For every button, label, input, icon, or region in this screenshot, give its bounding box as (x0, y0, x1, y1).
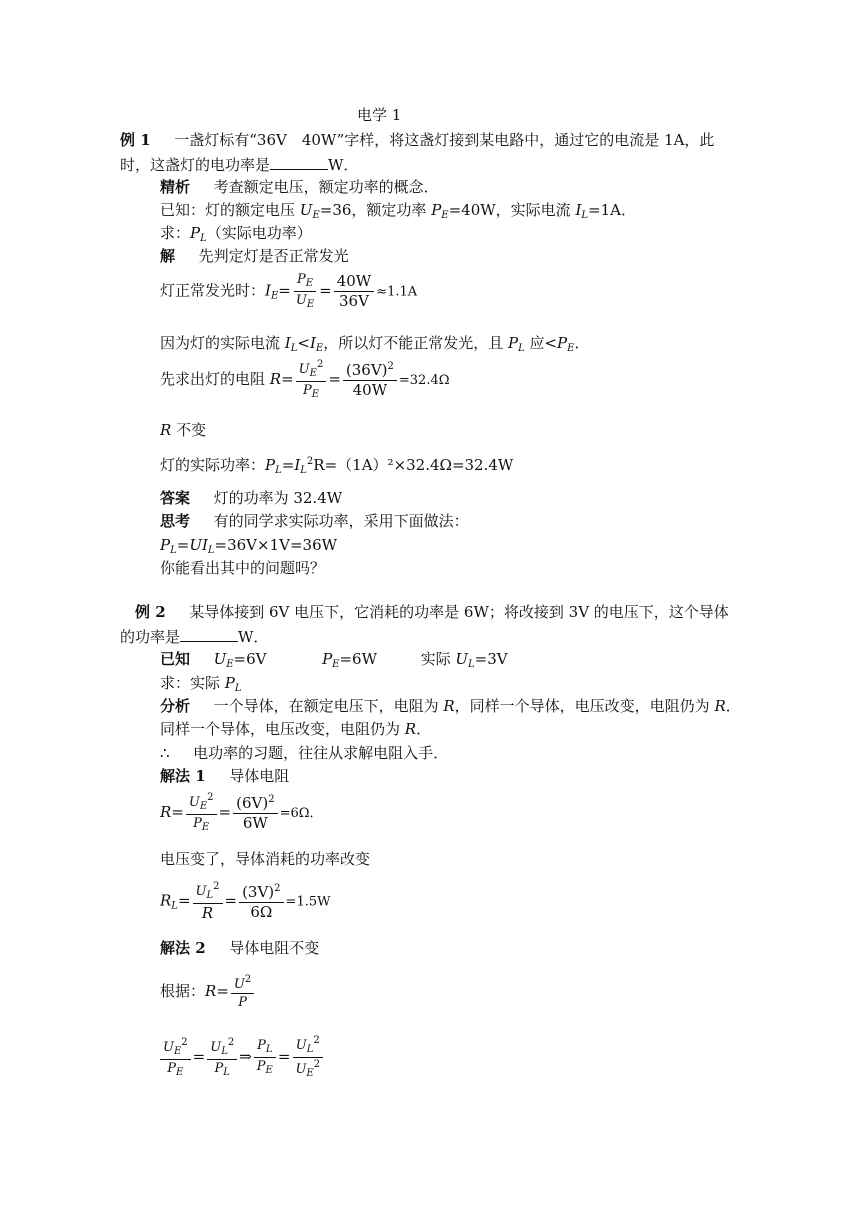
example-1-question-b2: W． (328, 156, 359, 174)
example-2-label: 例 2 (135, 603, 166, 621)
solution-2-label: 解法 2 (160, 939, 206, 957)
known-line: 已知：灯的额定电压 $U_E=36$，额定功率 $P_E=40W$，实际电流 $I_L=1A$． (160, 201, 636, 221)
resistance-2-formula: R= $\frac{U_E^2}{P_E}$ = $\frac{(6V)^2}{6W}$ =6Ω． (160, 792, 323, 833)
example-1-question-b1: 时，这盏灯的电功率是 (120, 156, 271, 174)
basis-formula: 根据：R= $\frac{U^2}{P}$ (160, 975, 256, 1009)
actual-power-line: 灯的实际功率：$P_L=I_L^2R=(1A)^2\times 32.4\Omega=32.4W$ (160, 456, 514, 476)
answer-blank (180, 628, 238, 642)
example-2-question-b1: 的功率是 (120, 628, 181, 646)
answer-line (160, 491, 342, 506)
example-2-question-line-2 (120, 628, 268, 645)
because-line: 因为灯的实际电流 $I_L<I_E$，所以灯不能正常发光，且 $P_L$ 应$<P_E$． (160, 334, 590, 354)
analysis-line-1: 分析 一个导体，在额定电压下，电阻为 R，同样一个导体，电压改变，电阻仍为 R． (160, 697, 741, 715)
jingxi-label: 精析 (160, 178, 191, 196)
jie-line (160, 249, 349, 264)
jie-text: 先判定灯是否正常发光 (198, 247, 349, 265)
therefore-icon: ∴ (160, 744, 170, 762)
jingxi-text: 考查额定电压，额定功率的概念． (213, 178, 439, 196)
example-1-question-line-1 (120, 133, 714, 148)
example-2-question-b2: W． (238, 628, 269, 646)
known-2-line: 已知 $U_E=6V$ $P_E=6W$ 实际 $U_L=3V$ (160, 650, 508, 670)
answer-label: 答案 (160, 489, 191, 507)
solution-1-label: 解法 1 (160, 767, 206, 785)
resistance-formula: 先求出灯的电阻 R= $\frac{U_E^2}{P_E}$ = $\frac{(36V)^2}{40W}$ =32.4Ω (160, 359, 450, 400)
example-1-question-line-2 (120, 156, 358, 173)
page-title: 电学 1 (357, 106, 402, 124)
think-label: 思考 (160, 512, 191, 530)
wrong-method-line: $P_L=UI_L=36V\times 1V=36W$ (160, 536, 338, 556)
seek-line: 求：$P_L$（实际电功率） (160, 224, 312, 244)
example-2-question-a: 某导体接到 6V 电压下，它消耗的功率是 6W；将改接到 3V 的电压下，这个导体 (189, 603, 729, 621)
r-constant: R 不变 (160, 421, 207, 439)
example-1-label: 例 1 (120, 131, 151, 149)
seek-2-line: 求：实际 $P_L$ (160, 674, 242, 694)
example-2-question-line-1 (135, 605, 729, 620)
change-line: 电压变了，导体消耗的功率改变 (160, 850, 371, 868)
jingxi-line (160, 180, 439, 195)
implies-icon: ⇒ (239, 1047, 252, 1066)
analysis-label: 分析 (160, 697, 191, 715)
analysis-line-2: 同样一个导体，电压改变，电阻仍为 R． (160, 720, 432, 738)
answer-text: 灯的功率为 32.4W (213, 489, 343, 507)
final-formula: $\frac{U_E^2}{P_E}$ = $\frac{U_L^2}{P_L}$ ⇒ $\frac{P_L}{P_E}$ = $\frac{U_L^2}{U_E^2}$ (158, 1036, 325, 1079)
solution-2-line: 解法 2 导体电阻不变 (160, 939, 320, 957)
answer-blank (270, 156, 328, 170)
therefore-line: ∴ 电功率的习题，往往从求解电阻入手． (160, 744, 449, 762)
rl-formula: $R_L=$ $\frac{U_L^2}{R}$ = $\frac{(3V)^2}{6\Omega}$ =1.5W (160, 881, 331, 922)
example-1-question-a: 一盏灯标有“36V 40W”字样，将这盏灯接到某电路中，通过它的电流是 1A，此 (174, 131, 715, 149)
known-2-label: 已知 (160, 650, 191, 668)
think-line (160, 514, 469, 529)
think-text: 有的同学求实际功率，采用下面做法： (213, 512, 469, 530)
solution-1-line: 解法 1 导体电阻 (160, 767, 290, 785)
question-end: 你能看出其中的问题吗？ (160, 559, 326, 577)
jie-label: 解 (160, 247, 176, 265)
normal-current-formula: 灯正常发光时：$I_E=$ $\frac{P_E}{U_E}$ = $\frac{40W}{36V}$ ≈1.1A (160, 272, 418, 310)
